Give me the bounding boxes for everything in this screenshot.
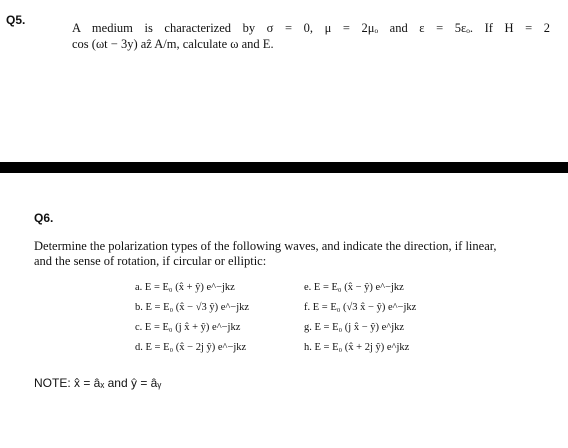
- note-text: NOTE: x̂ = âₓ and ŷ = âᵧ: [34, 376, 162, 390]
- question-5-line-2: cos (ωt − 3y) aẑ A/m, calculate ω and E.: [72, 37, 274, 51]
- option-c: c. E = E₀ (j x̂ + ŷ) e^−jkz: [135, 322, 241, 333]
- option-h: h. E = E₀ (x̂ + 2j ŷ) e^jkz: [304, 342, 410, 353]
- option-b: b. E = E₀ (x̂ − √3 ŷ) e^−jkz: [135, 302, 250, 313]
- option-f: f. E = E₀ (√3 x̂ − ŷ) e^−jkz: [304, 302, 417, 313]
- question-6-line-2: and the sense of rotation, if circular or elliptic:: [34, 254, 267, 268]
- option-e: e. E = E₀ (x̂ − ŷ) e^−jkz: [304, 282, 404, 293]
- option-g: g. E = E₀ (j x̂ − ŷ) e^jkz: [304, 322, 405, 333]
- option-a: a. E = E₀ (x̂ + ŷ) e^−jkz: [135, 282, 235, 293]
- question-6-line-1: Determine the polarization types of the following waves, and indicate the direction, if linear,: [34, 239, 497, 253]
- question-5-line-1: A medium is characterized by σ = 0, μ = 2μₒ and ε = 5εₒ. If H = 2: [72, 21, 550, 35]
- question-5-label: Q5.: [6, 13, 26, 27]
- option-d: d. E = E₀ (x̂ − 2j ŷ) e^−jkz: [135, 342, 247, 353]
- question-6-label: Q6.: [34, 211, 54, 225]
- section-divider: [0, 162, 568, 173]
